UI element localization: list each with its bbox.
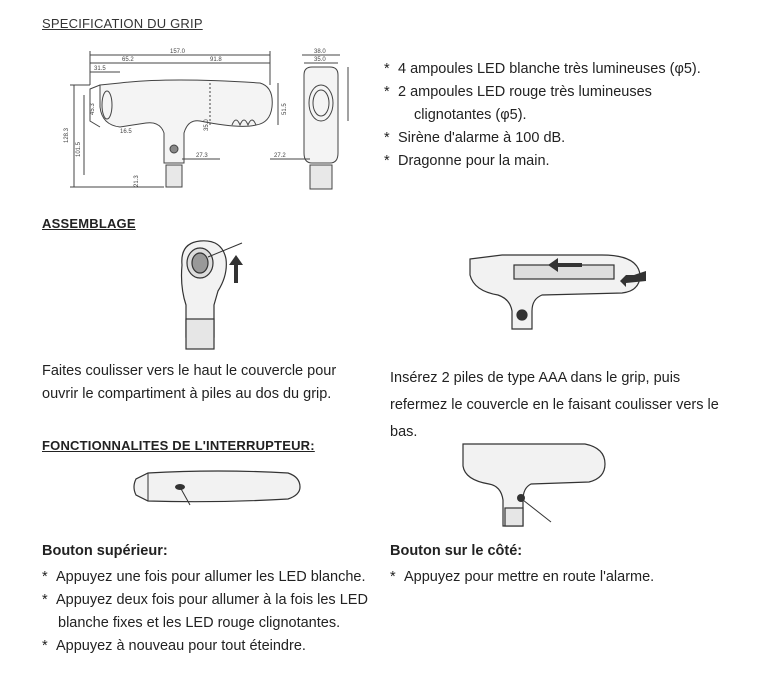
dim-total-length: 157.0: [170, 49, 186, 55]
side-button-section: [390, 540, 730, 589]
top-button-title: Bouton supérieur:: [42, 543, 168, 559]
dim-grip-height: 35.0: [204, 119, 210, 131]
side-button-illustration: [455, 440, 625, 530]
feature-item: * 4 ampoules LED blanche très lumineuses (φ5).: [384, 58, 744, 81]
dim-shaft-diameter: 27.3: [196, 153, 208, 159]
side-button-title: Bouton sur le côté:: [390, 543, 523, 559]
dim-left-part: 65.2: [122, 57, 134, 63]
top-button-item: * Appuyez deux fois pour allumer à la fois les LED: [42, 589, 392, 612]
assembly-left-text: Faites coulisser vers le haut le couvercle pour ouvrir le compartiment à piles au dos du grip.: [42, 363, 337, 402]
assembly-right-text: Insérez 2 piles de type AAA dans le grip, puis refermez le couvercle en le faisant coulisser vers le bas.: [390, 370, 719, 440]
dim-side-height: 51.5: [282, 103, 288, 115]
dim-side-inner: 35.0: [314, 57, 326, 63]
top-button-illustration: [128, 465, 308, 510]
spec-heading: SPECIFICATION DU GRIP: [42, 16, 203, 31]
side-button-item: * Appuyez pour mettre en route l'alarme.: [390, 566, 730, 589]
dim-button-width: 16.5: [120, 129, 132, 135]
dim-right-part: 91.8: [210, 57, 222, 63]
dim-side-shaft: 27.2: [274, 153, 286, 159]
feature-list: [384, 58, 744, 173]
feature-item: * Sirène d'alarme à 100 dB.: [384, 127, 744, 150]
top-button-item: * Appuyez une fois pour allumer les LED blanche.: [42, 566, 392, 589]
feature-item: * 2 ampoules LED rouge très lumineuses: [384, 81, 744, 104]
arrow-up-icon: [229, 255, 243, 283]
feature-item: * Dragonne pour la main.: [384, 150, 744, 173]
battery-insert-illustration: [462, 245, 662, 335]
dim-head-offset: 31.5: [94, 66, 106, 72]
assembly-heading: ASSEMBLAGE: [42, 216, 136, 231]
top-button-section: [42, 540, 392, 658]
feature-item-continuation: clignotantes (φ5).: [414, 107, 527, 123]
switch-heading: FONCTIONNALITES DE L'INTERRUPTEUR:: [42, 438, 315, 453]
dim-shaft-height: 101.5: [76, 141, 82, 157]
dim-total-height: 128.3: [64, 127, 70, 143]
top-button-item: * Appuyez à nouveau pour tout éteindre.: [42, 635, 392, 658]
dim-head-height: 45.3: [90, 103, 96, 115]
dim-side-width: 38.0: [314, 49, 326, 55]
grip-technical-drawing: [60, 45, 380, 210]
top-button-item-continuation: blanche fixes et les LED rouge clignotantes.: [58, 615, 341, 631]
battery-cover-illustration: [170, 235, 260, 355]
dim-shaft-bottom: 21.3: [134, 175, 140, 187]
